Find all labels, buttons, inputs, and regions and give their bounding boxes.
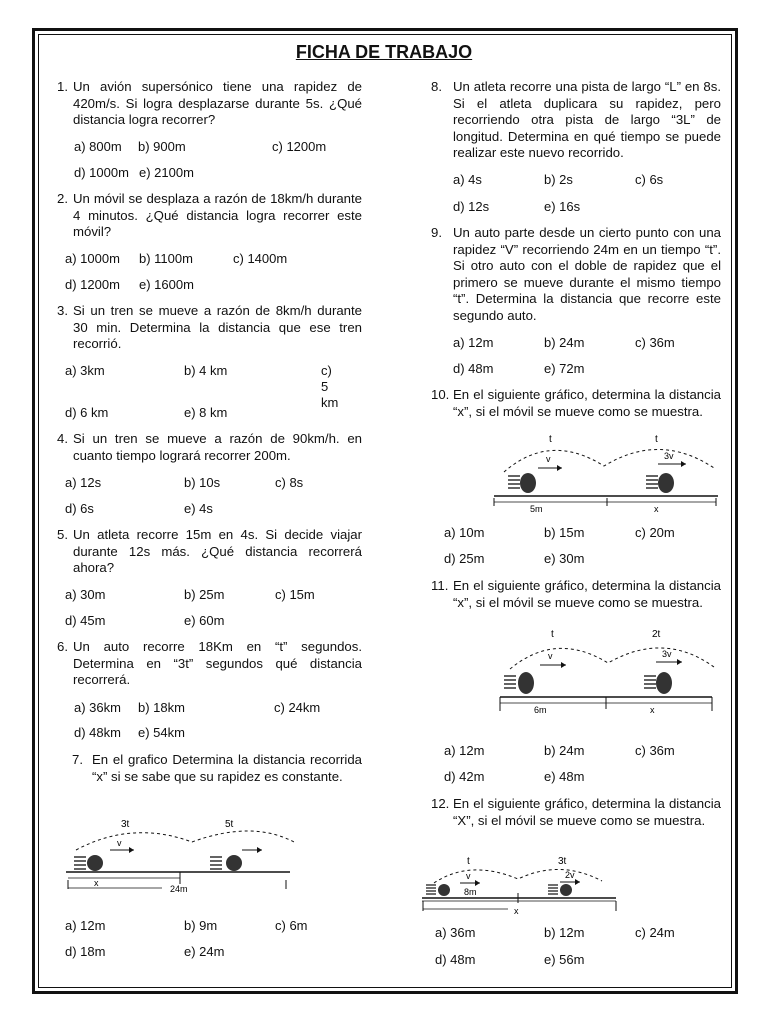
question-2: 2. Un móvil se desplaza a razón de 18km/h durante 4 minutos. ¿Qué distancia logra recorrer este móvil? <box>57 191 362 239</box>
option: d) 6s <box>65 501 94 516</box>
question-9: 9. Un auto parte desde un cierto punto con una rapidez “V” recorriendo 24m en un tiempo “t”. Si otro auto con el doble de rapidez que el primero se mueve durante el mismo tiempo “t”. Determina la distancia que recorre este segundo auto. <box>431 225 721 323</box>
option: d) 48m <box>435 952 476 967</box>
ball-icon <box>520 473 536 493</box>
question-7: 7. En el grafico Determina la distancia recorrida “x” si se sabe que su rapidez es constante. <box>72 752 362 784</box>
question-5: 5. Un atleta recorre 15m en 4s. Si decide viajar durante 12s más. ¿Qué distancia recorrerá ahora? <box>57 527 362 575</box>
option: b) 25m <box>184 587 225 602</box>
velocity-label: v <box>117 838 122 848</box>
velocity-label: v <box>548 651 553 661</box>
time-label: 3t <box>558 856 567 867</box>
arrow-head <box>257 847 262 853</box>
distance-label: x <box>650 705 655 715</box>
time-label: t <box>549 434 552 445</box>
option: d) 1000m <box>74 165 129 180</box>
ball-icon <box>438 884 450 896</box>
question-1: 1. Un avión supersónico tiene una rapidez de 420m/s. Si logra desplazarse durante 5s. ¿Qué distancia logra recorrer? <box>57 79 362 127</box>
question-11: 11. En el siguiente gráfico, determina la distancia “x”, si el móvil se mueve como se muestra. <box>431 578 721 610</box>
option: e) 8 km <box>184 405 228 420</box>
option: b) 2s <box>544 172 573 187</box>
option: e) 4s <box>184 501 213 516</box>
motion-diagram-q11 <box>496 627 726 717</box>
option: b) 9m <box>184 918 218 933</box>
option: e) 48m <box>544 769 585 784</box>
question-8: 8. Un atleta recorre una pista de largo “L” en 8s. Si el atleta duplicara su rapidez, pero recorriendo otra pista de largo “3L” de longitud. Determina en qué tiempo se puede realizar este nuevo recorrido. <box>431 79 721 160</box>
question-3: 3. Si un tren se mueve a razón de 8km/h durante 30 min. Determina la distancia que ese tren recorrió. <box>57 303 362 351</box>
time-label: 2t <box>652 629 661 640</box>
option: a) 12m <box>444 743 485 758</box>
question-6: 6. Un auto recorre 18Km en “t” segundos. Determina en “3t” segundos qué distancia recorrerá. <box>57 639 362 687</box>
option: b) 12m <box>544 925 585 940</box>
ball-icon <box>226 855 242 871</box>
arrow-head <box>677 659 682 665</box>
option: e) 60m <box>184 613 225 628</box>
option: b) 4 km <box>184 363 228 378</box>
option: b) 900m <box>138 139 186 154</box>
question-4: 4. Si un tren se mueve a razón de 90km/h. en cuanto tiempo logrará recorrer 200m. <box>57 431 362 463</box>
arrow-head <box>129 847 134 853</box>
option: c) 6s <box>635 172 664 187</box>
ball-icon <box>560 884 572 896</box>
option: c) 24km <box>274 700 321 715</box>
trajectory-arc <box>76 831 294 850</box>
option: a) 36km <box>74 700 121 715</box>
distance-label: 24m <box>170 884 188 894</box>
option: a) 4s <box>453 172 482 187</box>
option: a) 1000m <box>65 251 120 266</box>
ball-icon <box>87 855 103 871</box>
arrow-head <box>557 465 562 471</box>
option: d) 18m <box>65 944 106 959</box>
option: a) 800m <box>74 139 122 154</box>
option: a) 12s <box>65 475 102 490</box>
option: c) 36m <box>635 743 675 758</box>
option: a) 12m <box>453 335 494 350</box>
option: c) 1200m <box>272 139 327 154</box>
arrow-head <box>475 880 480 886</box>
distance-label: x <box>514 906 519 916</box>
velocity-label: 3v <box>662 649 672 659</box>
ball-icon <box>656 672 672 694</box>
arrow-head <box>575 879 580 885</box>
option: d) 48km <box>74 725 121 740</box>
option: d) 12s <box>453 199 490 214</box>
option: e) 54km <box>138 725 185 740</box>
option: e) 56m <box>544 952 585 967</box>
option: e) 2100m <box>139 165 194 180</box>
velocity-label: v <box>466 871 471 881</box>
time-label: t <box>551 629 554 640</box>
option: a) 30m <box>65 587 106 602</box>
distance-label: 8m <box>464 887 477 897</box>
option: a) 12m <box>65 918 106 933</box>
option: c) 5 km <box>321 363 339 410</box>
option: e) 30m <box>544 551 585 566</box>
distance-label: x <box>654 504 659 514</box>
distance-label: x <box>94 878 99 888</box>
velocity-label: v <box>546 454 551 464</box>
distance-label: 6m <box>534 705 547 715</box>
option: b) 24m <box>544 335 585 350</box>
option: a) 10m <box>444 525 485 540</box>
option: b) 10s <box>184 475 221 490</box>
option: b) 24m <box>544 743 585 758</box>
option: e) 1600m <box>139 277 194 292</box>
trajectory-arc <box>504 449 714 472</box>
option: a) 36m <box>435 925 476 940</box>
option: b) 18km <box>138 700 185 715</box>
ball-icon <box>518 672 534 694</box>
option: e) 24m <box>184 944 225 959</box>
option: d) 45m <box>65 613 106 628</box>
option: d) 25m <box>444 551 485 566</box>
time-label: 5t <box>225 819 234 830</box>
option: c) 20m <box>635 525 675 540</box>
motion-diagram-q7 <box>62 816 302 896</box>
question-12: 12. En el siguiente gráfico, determina la distancia “X”, si el móvil se mueve como se muestra. <box>431 796 721 828</box>
option: c) 8s <box>275 475 304 490</box>
option: c) 24m <box>635 925 675 940</box>
arrow-head <box>681 461 686 467</box>
motion-diagram-q12 <box>420 853 620 923</box>
time-label: 3t <box>121 819 130 830</box>
option: b) 1100m <box>139 251 193 266</box>
time-label: t <box>467 856 470 867</box>
option: e) 16s <box>544 199 581 214</box>
option: d) 6 km <box>65 405 109 420</box>
option: c) 1400m <box>233 251 288 266</box>
option: d) 48m <box>453 361 494 376</box>
page-title: FICHA DE TRABAJO <box>295 42 473 62</box>
arrow-head <box>561 662 566 668</box>
motion-diagram-q10 <box>490 432 720 512</box>
ball-icon <box>658 473 674 493</box>
time-label: t <box>655 434 658 445</box>
option: a) 3km <box>65 363 105 378</box>
option: c) 6m <box>275 918 308 933</box>
option: c) 36m <box>635 335 675 350</box>
distance-label: 5m <box>530 504 543 514</box>
velocity-label: 3v <box>664 451 674 461</box>
option: c) 15m <box>275 587 315 602</box>
option: d) 1200m <box>65 277 120 292</box>
option: e) 72m <box>544 361 585 376</box>
question-10: 10. En el siguiente gráfico, determina la distancia “x”, si el móvil se mueve como se muestra. <box>431 387 721 419</box>
option: d) 42m <box>444 769 485 784</box>
velocity-label: 2v <box>565 870 575 880</box>
option: b) 15m <box>544 525 585 540</box>
trajectory-arc <box>510 648 714 669</box>
